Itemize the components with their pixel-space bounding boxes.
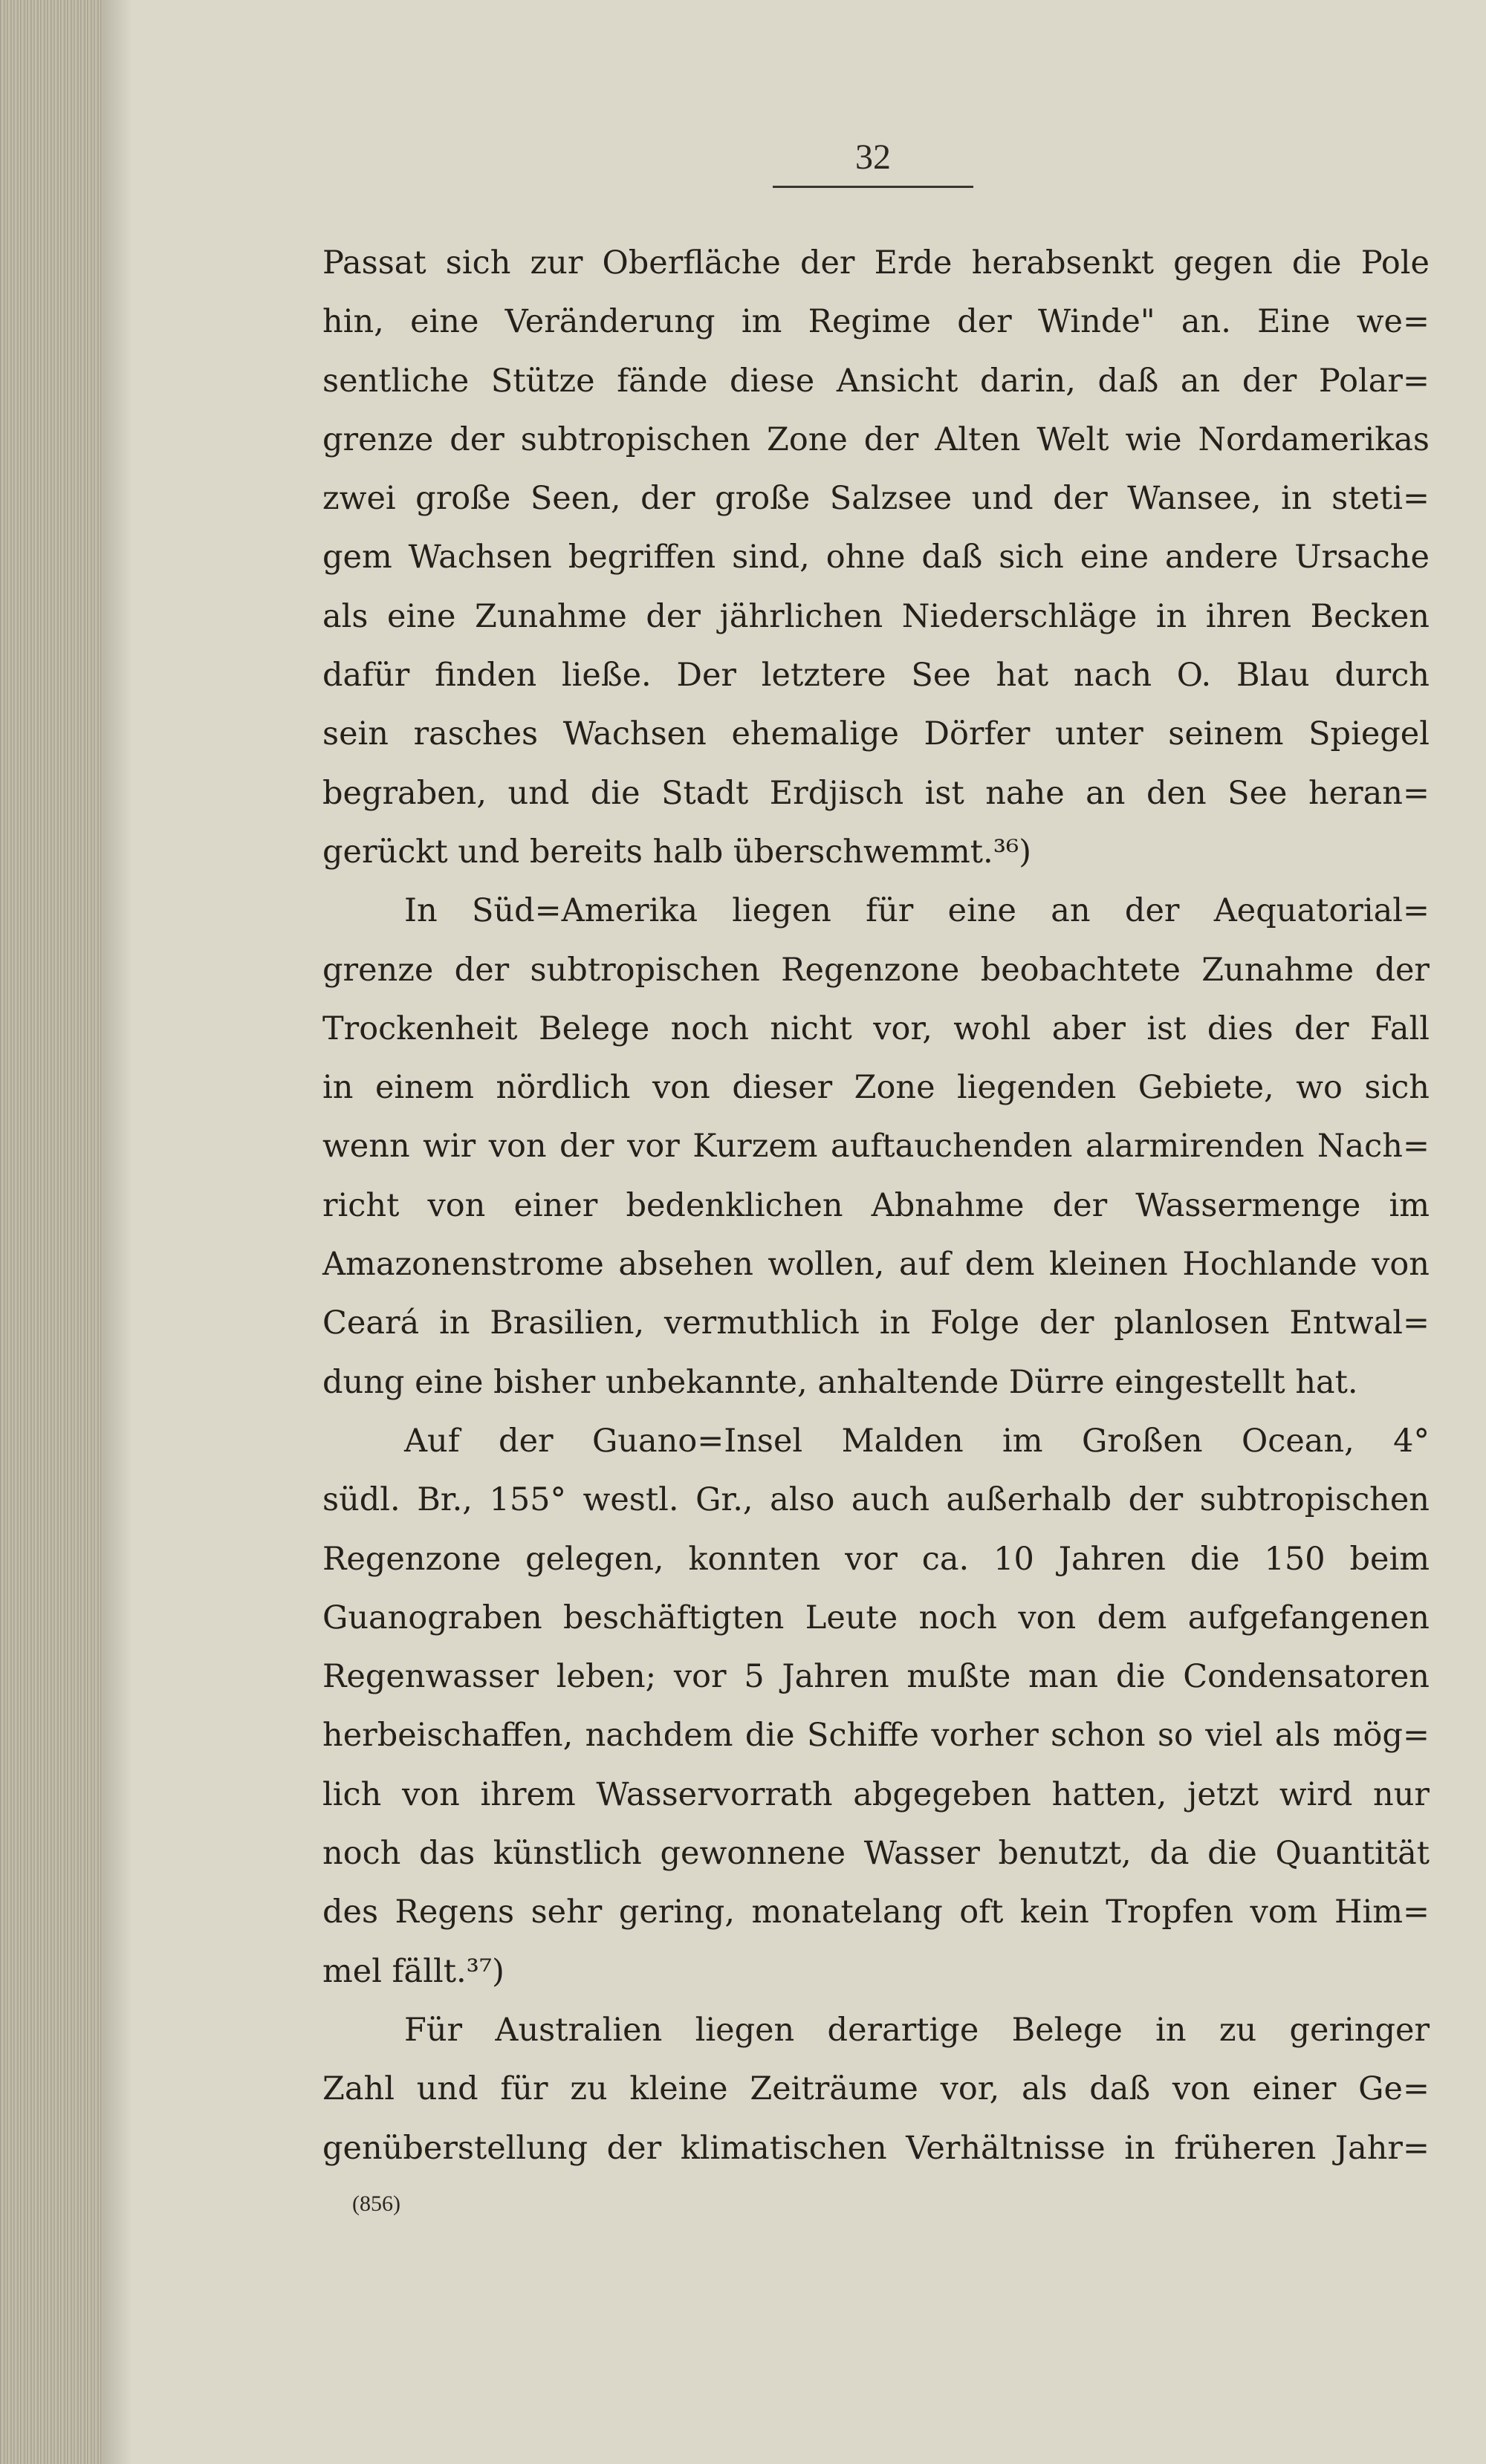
text-line: zwei große Seen, der große Salzsee und der Wansee, in steti= — [322, 480, 1430, 518]
book-page-edges — [0, 0, 103, 2464]
text-line: Zahl und für zu kleine Zeiträume vor, als daß von einer Ge= — [322, 2070, 1430, 2108]
text-line: hin, eine Veränderung im Regime der Winde" an. Eine we= — [322, 303, 1430, 341]
text-line: südl. Br., 155° westl. Gr., also auch außerhalb der subtropischen — [322, 1481, 1430, 1519]
text-line: grenze der subtropischen Regenzone beobachtete Zunahme der — [322, 951, 1430, 989]
text-line: Passat sich zur Oberfläche der Erde herabsenkt gegen die Pole — [322, 244, 1430, 282]
text-line: Auf der Guano=Insel Malden im Großen Ocean, 4° — [404, 1422, 1430, 1460]
gutter-shadow — [103, 0, 132, 2464]
header-rule — [773, 186, 973, 188]
text-line: dung eine bisher unbekannte, anhaltende Dürre eingestellt hat. — [322, 1363, 1358, 1401]
text-line: In Süd=Amerika liegen für eine an der Aequatorial= — [404, 892, 1430, 930]
page-number: 32 — [855, 137, 891, 177]
text-line: als eine Zunahme der jährlichen Niederschläge in ihren Becken — [322, 597, 1430, 635]
text-line: grenze der subtropischen Zone der Alten Welt wie Nordamerikas — [322, 420, 1430, 458]
text-line: wenn wir von der vor Kurzem auftauchenden alarmirenden Nach= — [322, 1128, 1430, 1166]
text-line: Trockenheit Belege noch nicht vor, wohl aber ist dies der Fall — [322, 1010, 1430, 1047]
text-line: begraben, und die Stadt Erdjisch ist nahe an den See heran= — [322, 774, 1430, 812]
printer-signature-mark: (856) — [352, 2191, 400, 2216]
text-line: noch das künstlich gewonnene Wasser benutzt, da die Quantität — [322, 1835, 1430, 1873]
text-line: sentliche Stütze fände diese Ansicht darin, daß an der Polar= — [322, 362, 1430, 400]
text-line: gem Wachsen begriffen sind, ohne daß sich eine andere Ursache — [322, 539, 1430, 576]
text-line: Ceará in Brasilien, vermuthlich in Folge der planlosen Entwal= — [322, 1304, 1430, 1342]
body-text — [322, 234, 1430, 2178]
text-line: lich von ihrem Wasservorrath abgegeben hatten, jetzt wird nur — [322, 1775, 1430, 1813]
text-line: gerückt und bereits halb überschwemmt.³⁶) — [322, 833, 1031, 871]
text-line: Guanograben beschäftigten Leute noch von dem aufgefangenen — [322, 1599, 1430, 1636]
text-line: mel fällt.³⁷) — [322, 1952, 504, 1990]
text-line: in einem nördlich von dieser Zone liegenden Gebiete, wo sich — [322, 1069, 1430, 1107]
text-line: des Regens sehr gering, monatelang oft kein Tropfen vom Him= — [322, 1893, 1430, 1931]
text-line: Regenzone gelegen, konnten vor ca. 10 Jahren die 150 beim — [322, 1540, 1430, 1578]
text-line: Für Australien liegen derartige Belege in zu geringer — [404, 2011, 1430, 2049]
text-line: Amazonenstrome absehen wollen, auf dem kleinen Hochlande von — [322, 1246, 1430, 1284]
text-line: genüberstellung der klimatischen Verhältnisse in früheren Jahr= — [322, 2129, 1430, 2167]
text-line: dafür finden ließe. Der letztere See hat nach O. Blau durch — [322, 657, 1430, 695]
text-line: richt von einer bedenklichen Abnahme der Wassermenge im — [322, 1186, 1430, 1224]
page-header — [773, 134, 973, 188]
text-line: Regenwasser leben; vor 5 Jahren mußte man die Condensatoren — [322, 1658, 1430, 1696]
text-line: herbeischaffen, nachdem die Schiffe vorher schon so viel als mög= — [322, 1717, 1430, 1755]
text-line: sein rasches Wachsen ehemalige Dörfer unter seinem Spiegel — [322, 715, 1430, 753]
